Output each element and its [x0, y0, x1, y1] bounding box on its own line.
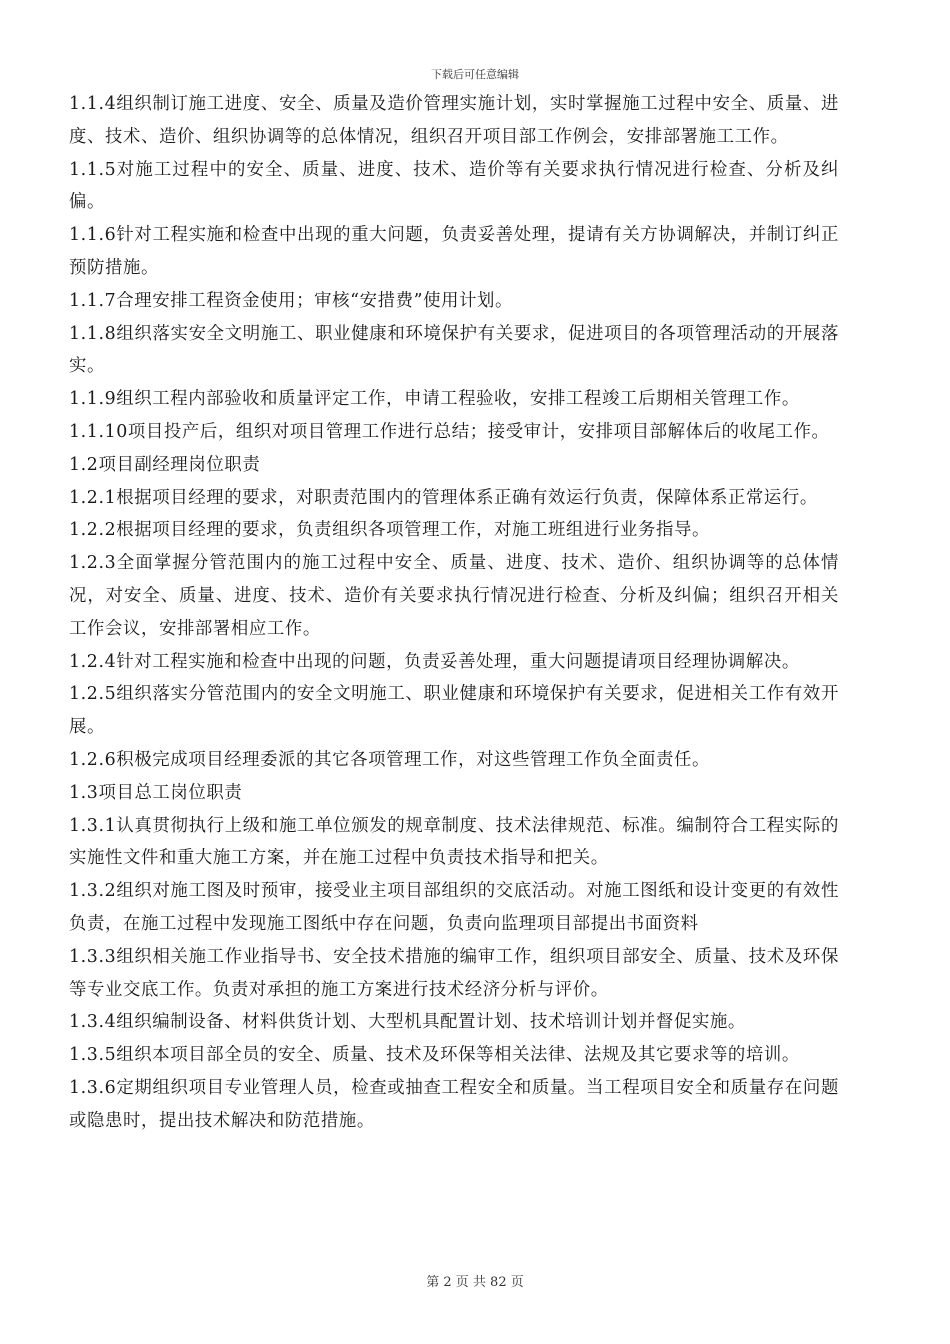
- section-heading-1-2: 1.2项目副经理岗位职责: [69, 454, 261, 475]
- page-header: 下载后可任意编辑: [431, 68, 519, 81]
- paragraph-1-3-3: 1.3.3组织相关施工作业指导书、安全技术措施的编审工作，组织项目部安全、质量、技术及环保等专业交底工作。负责对承担的施工方案进行技术经济分析与评价。: [69, 946, 839, 1000]
- paragraph-1-2-4: 1.2.4针对工程实施和检查中出现的问题，负责妥善处理，重大问题提请项目经理协调解决。: [69, 651, 800, 672]
- paragraph-1-2-3: 1.2.3全面掌握分管范围内的施工过程中安全、质量、进度、技术、造价、组织协调等的总体情况，对安全、质量、进度、技术、造价有关要求执行情况进行检查、分析及纠偏；组织召开相关工作会议，安排部署相应工作。: [69, 553, 839, 639]
- paragraph-1-1-7: 1.1.7合理安排工程资金使用；审核“安措费”使用计划。: [69, 290, 514, 311]
- paragraph-1-2-1: 1.2.1根据项目经理的要求，对职责范围内的管理体系正确有效运行负责，保障体系正常运行。: [69, 487, 818, 508]
- paragraph-1-1-8: 1.1.8组织落实安全文明施工、职业健康和环境保护有关要求，促进项目的各项管理活动的开展落实。: [69, 323, 839, 377]
- paragraph-1-2-5: 1.2.5组织落实分管范围内的安全文明施工、职业健康和环境保护有关要求，促进相关工作有效开展。: [69, 684, 839, 738]
- paragraph-1-2-6: 1.2.6积极完成项目经理委派的其它各项管理工作，对这些管理工作负全面责任。: [69, 749, 710, 770]
- paragraph-1-1-5: 1.1.5对施工过程中的安全、质量、进度、技术、造价等有关要求执行情况进行检查、分析及纠偏。: [69, 159, 839, 213]
- section-heading-1-3: 1.3项目总工岗位职责: [69, 782, 243, 803]
- paragraph-1-1-4: 1.1.4组织制订施工进度、安全、质量及造价管理实施计划，实时掌握施工过程中安全、质量、进度、技术、造价、组织协调等的总体情况，组织召开项目部工作例会，安排部署施工工作。: [69, 94, 839, 147]
- paragraph-1-3-6: 1.3.6定期组织项目专业管理人员，检查或抽查工程安全和质量。当工程项目安全和质量存在问题或隐患时，提出技术解决和防范措施。: [69, 1077, 839, 1131]
- paragraph-1-1-6: 1.1.6针对工程实施和检查中出现的重大问题，负责妥善处理，提请有关方协调解决，并制订纠正预防措施。: [69, 225, 839, 278]
- document-body: [69, 88, 839, 1138]
- paragraph-1-3-2: 1.3.2组织对施工图及时预审，接受业主项目部组织的交底活动。对施工图纸和设计变更的有效性负责，在施工过程中发现施工图纸中存在问题，负责向监理项目部提出书面资料: [69, 881, 839, 934]
- page-number-footer: 第 2 页 共 82 页: [426, 1275, 524, 1290]
- paragraph-1-3-4: 1.3.4组织编制设备、材料供货计划、大型机具配置计划、技术培训计划并督促实施。: [69, 1012, 746, 1033]
- paragraph-1-3-5: 1.3.5组织本项目部全员的安全、质量、技术及环保等相关法律、法规及其它要求等的培训。: [69, 1045, 800, 1066]
- paragraph-1-2-2: 1.2.2根据项目经理的要求，负责组织各项管理工作，对施工班组进行业务指导。: [69, 520, 710, 541]
- paragraph-1-1-9: 1.1.9组织工程内部验收和质量评定工作，申请工程验收，安排工程竣工后期相关管理工作。: [69, 389, 800, 410]
- paragraph-1-3-1: 1.3.1认真贯彻执行上级和施工单位颁发的规章制度、技术法律规范、标准。编制符合工程实际的实施性文件和重大施工方案，并在施工过程中负责技术指导和把关。: [69, 815, 839, 869]
- paragraph-1-1-10: 1.1.10项目投产后，组织对项目管理工作进行总结；接受审计，安排项目部解体后的收尾工作。: [69, 421, 830, 442]
